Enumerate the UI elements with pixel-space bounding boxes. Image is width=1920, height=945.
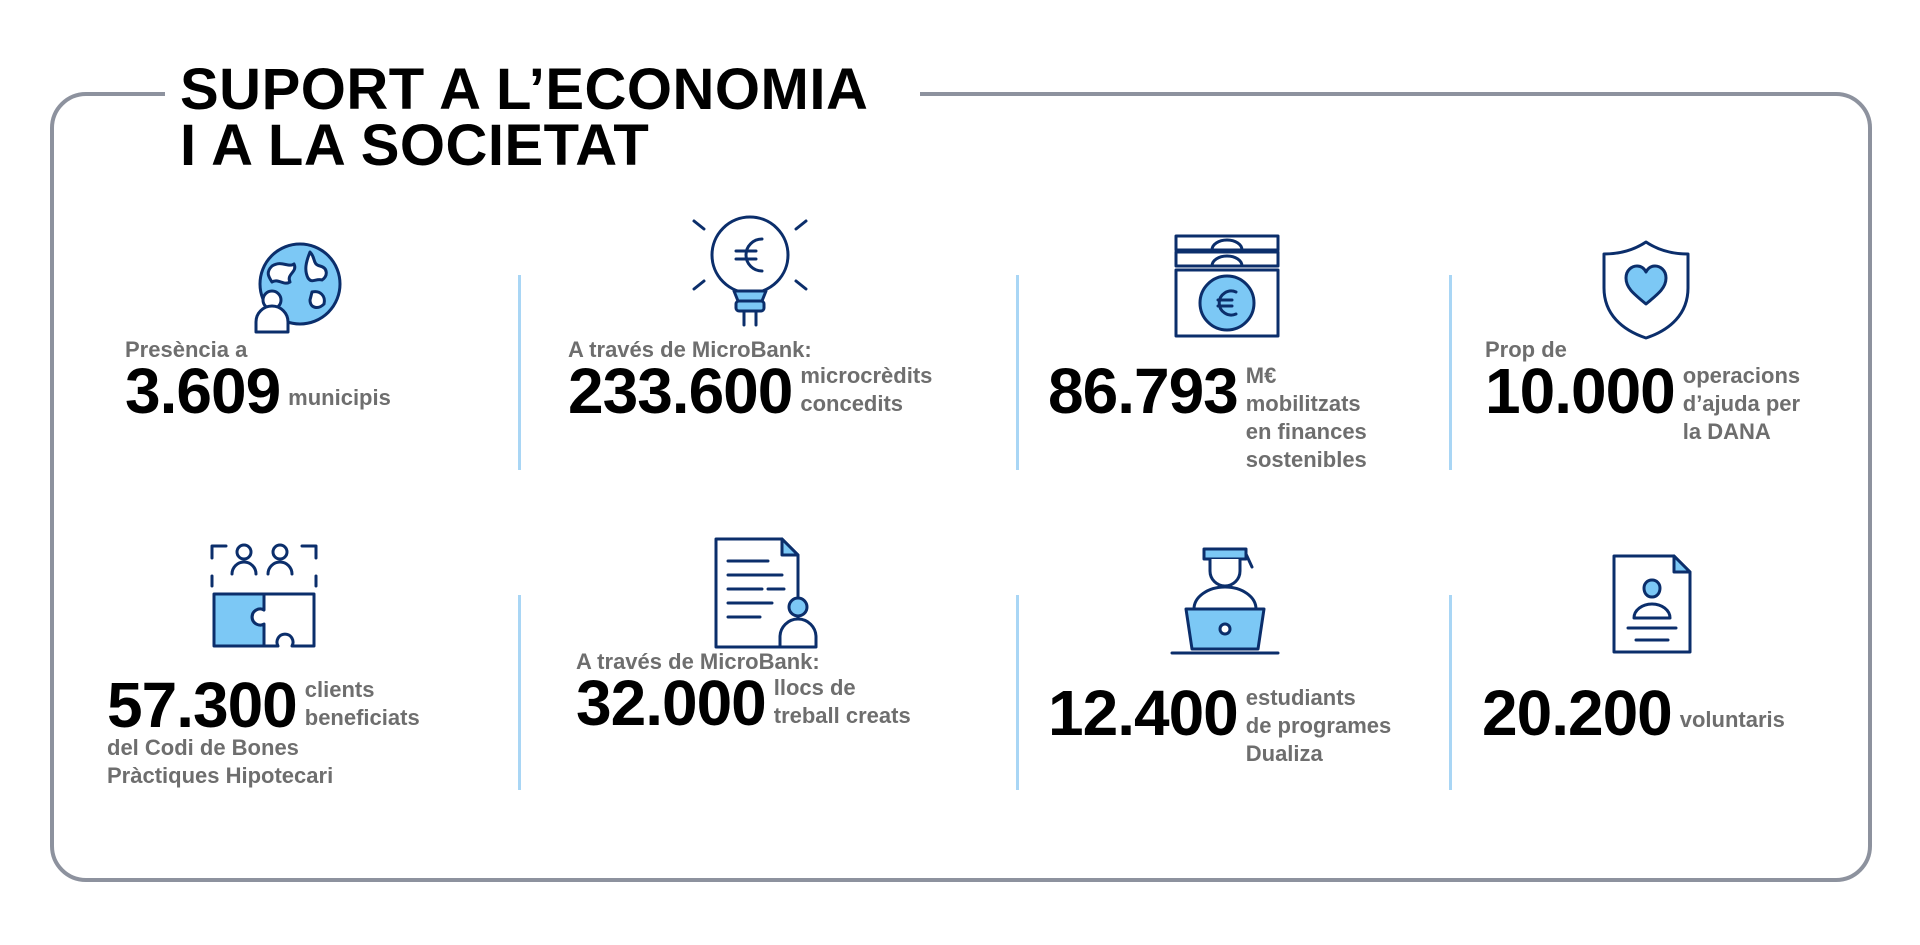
document-person-icon xyxy=(712,535,822,651)
stat-sustainable-finance xyxy=(1048,355,1367,474)
globe-people-icon xyxy=(250,242,342,334)
stat-number: 86.793 xyxy=(1048,355,1238,427)
page-title xyxy=(180,57,869,178)
stat-dualiza-students xyxy=(1048,677,1392,768)
stat-description: estudiants de programes Dualiza xyxy=(1245,685,1392,766)
divider xyxy=(1016,595,1019,790)
student-laptop-icon xyxy=(1168,545,1282,659)
stat-number: 32.000 xyxy=(576,667,766,739)
stat-microcredits xyxy=(568,337,933,427)
volunteer-card-icon xyxy=(1610,552,1694,656)
stat-number: 20.200 xyxy=(1482,677,1672,749)
stat-volunteers xyxy=(1482,677,1785,749)
stat-municipis xyxy=(125,337,391,427)
stat-number: 3.609 xyxy=(125,355,281,427)
divider xyxy=(1016,275,1019,470)
divider xyxy=(518,595,521,790)
stat-description: municipis xyxy=(288,385,391,410)
stat-number: 57.300 xyxy=(107,669,297,741)
stat-number: 10.000 xyxy=(1485,355,1675,427)
euro-lightbulb-icon xyxy=(690,215,810,333)
stat-suffix: del Codi de Bones Pràctiques Hipotecari xyxy=(107,735,334,788)
euro-banknotes-icon xyxy=(1172,232,1282,342)
stat-description: clients beneficiats xyxy=(304,677,420,730)
people-puzzle-icon xyxy=(208,540,320,652)
stat-dana-aid xyxy=(1485,338,1800,446)
divider xyxy=(1449,275,1452,470)
stat-number: 12.400 xyxy=(1048,677,1238,749)
divider xyxy=(1449,595,1452,790)
stat-description: operacions d’ajuda per la DANA xyxy=(1682,363,1801,444)
stat-number: 233.600 xyxy=(568,355,793,427)
stat-description: microcrèdits concedits xyxy=(800,363,933,416)
stat-jobs-created xyxy=(576,649,911,739)
stat-description: llocs de treball creats xyxy=(773,675,911,728)
stat-prefix: Prop de xyxy=(1485,337,1567,362)
heart-shield-icon xyxy=(1600,238,1692,342)
title-line-2: I A LA SOCIETAT xyxy=(180,113,650,178)
title-line-1: SUPORT A L’ECONOMIA xyxy=(180,57,869,122)
stat-description: voluntaris xyxy=(1679,707,1785,732)
stat-prefix: A través de MicroBank: xyxy=(576,649,820,674)
divider xyxy=(518,275,521,470)
stat-prefix: Presència a xyxy=(125,337,248,362)
stat-mortgage-clients xyxy=(107,669,420,790)
stat-prefix: A través de MicroBank: xyxy=(568,337,812,362)
stat-description: M€ mobilitzats en finances sostenibles xyxy=(1245,363,1367,472)
